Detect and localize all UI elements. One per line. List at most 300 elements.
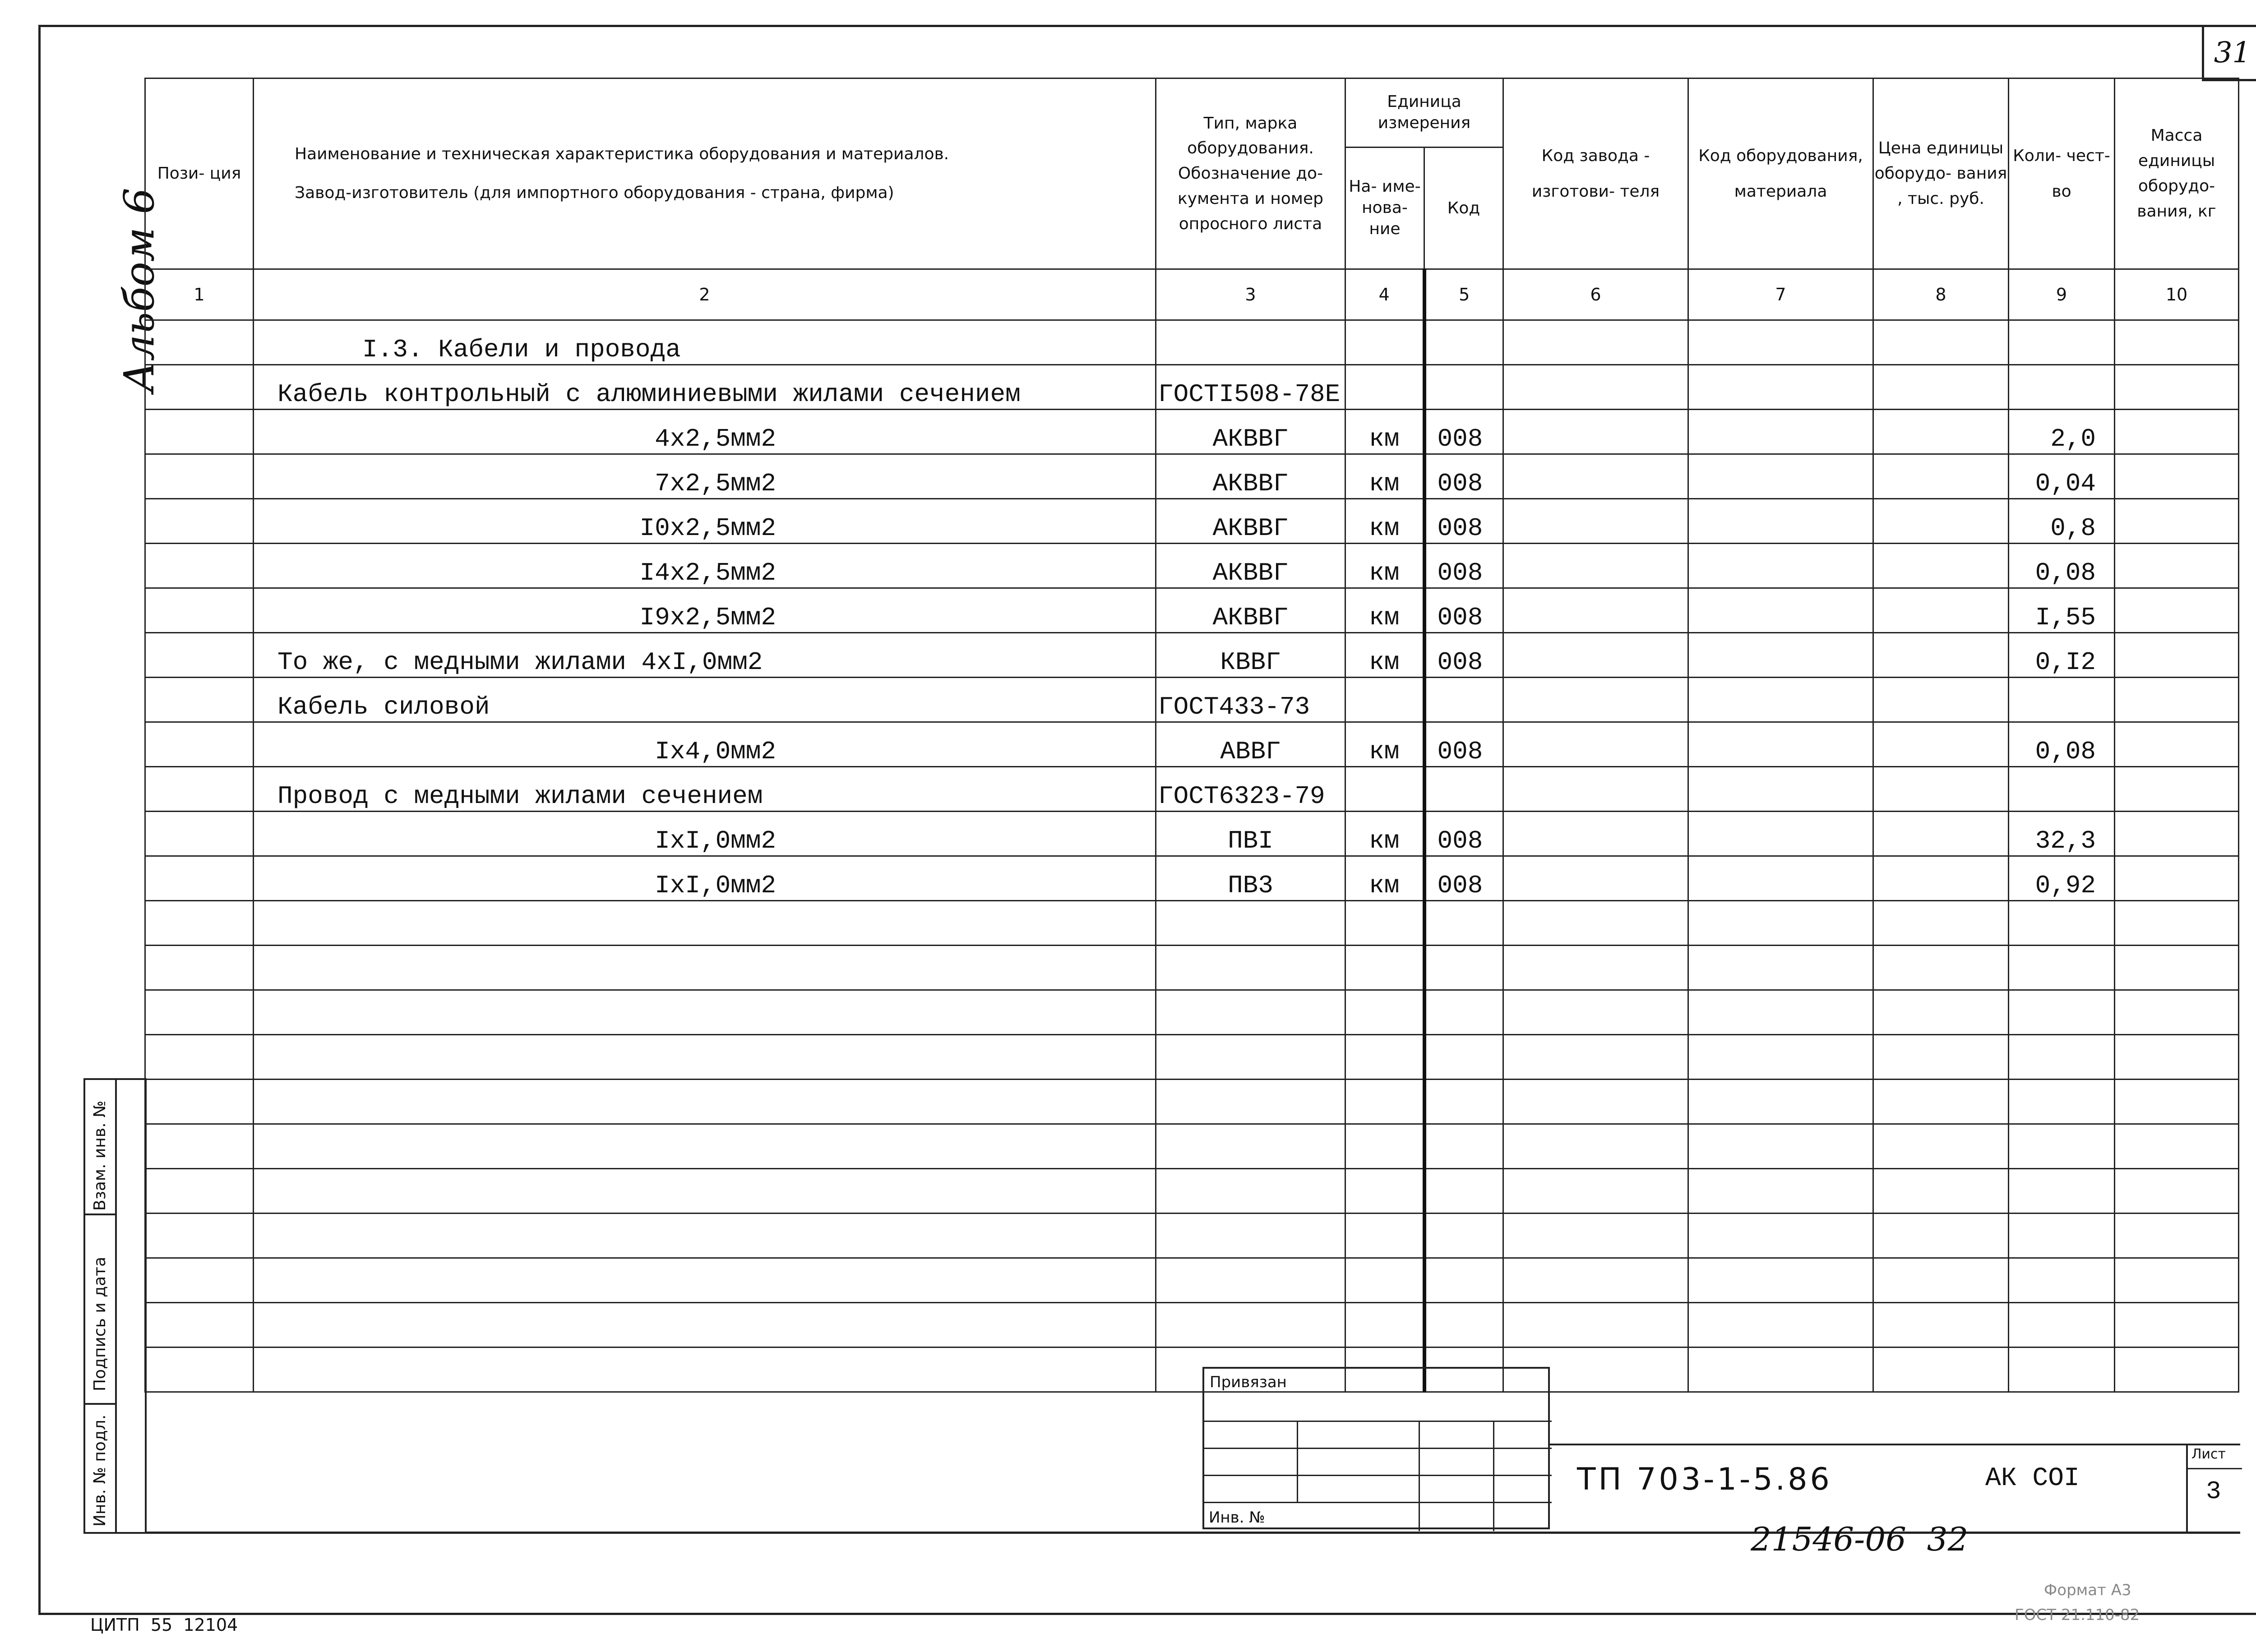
cell-empty <box>2115 1169 2239 1214</box>
stamp-line <box>1297 1421 1298 1502</box>
gost-note: ГОСТ 21.110-82 <box>2015 1606 2140 1624</box>
col-header-unit-code: Код <box>1424 148 1503 269</box>
cell-plant-code <box>1503 499 1688 544</box>
stamp-line <box>1493 1421 1494 1531</box>
cell-empty <box>145 901 254 946</box>
cell-empty <box>1503 1169 1688 1214</box>
cell-equipment-code <box>1688 544 1873 588</box>
table-row <box>145 588 2239 633</box>
cell-mass <box>2115 633 2239 678</box>
cell-mass <box>2115 365 2239 410</box>
cell-empty <box>1156 1169 1345 1214</box>
column-number: 2 <box>254 269 1156 320</box>
cell-empty <box>1424 901 1503 946</box>
cell-equipment-code <box>1688 499 1873 544</box>
cell-empty <box>2115 1258 2239 1303</box>
cell-plant-code <box>1503 856 1688 901</box>
cell-name: I.3. Кабели и провода <box>254 320 1156 365</box>
cell-empty <box>2009 1347 2115 1392</box>
cell-unit-name: км <box>1345 812 1424 856</box>
cell-empty <box>1345 1214 1424 1258</box>
cell-empty <box>2009 1258 2115 1303</box>
table-row <box>145 454 2239 499</box>
cell-empty <box>1156 1214 1345 1258</box>
table-row <box>145 812 2239 856</box>
cell-unit-code: 008 <box>1424 722 1503 767</box>
side-label-inv-podl: Инв. № подл. <box>91 1414 109 1527</box>
cell-empty <box>2115 1080 2239 1124</box>
cell-empty <box>1156 1258 1345 1303</box>
cell-unit-name <box>1345 365 1424 410</box>
cell-empty <box>254 1258 1156 1303</box>
cell-quantity: 0,8 <box>2009 499 2115 544</box>
document-designation: ТП 703-1-5.86 <box>1577 1462 1832 1497</box>
cell-unit-code <box>1424 320 1503 365</box>
cell-type <box>1156 320 1345 365</box>
cell-name: I9х2,5мм2 <box>254 588 1156 633</box>
col-header-mass: Масса единицы оборудо- вания, кг <box>2115 78 2239 269</box>
cell-mass <box>2115 588 2239 633</box>
title-sheet-value: 3 <box>2206 1477 2221 1506</box>
cell-position <box>145 588 254 633</box>
cell-name: Кабель силовой <box>254 678 1156 722</box>
cell-empty <box>145 1303 254 1347</box>
cell-empty <box>1156 1124 1345 1169</box>
cell-position <box>145 722 254 767</box>
cell-type: АКВВГ <box>1156 454 1345 499</box>
cell-empty <box>1503 1124 1688 1169</box>
cell-empty <box>145 990 254 1035</box>
cell-quantity <box>2009 320 2115 365</box>
cell-plant-code <box>1503 365 1688 410</box>
cell-equipment-code <box>1688 633 1873 678</box>
cell-empty <box>1688 1169 1873 1214</box>
col-header-position: Пози- ция <box>145 78 254 269</box>
cell-unit-name: км <box>1345 722 1424 767</box>
cell-unit-code <box>1424 678 1503 722</box>
cell-empty <box>1345 1169 1424 1214</box>
cell-name: То же, с медными жилами 4хI,0мм2 <box>254 633 1156 678</box>
table-row-empty <box>145 1035 2239 1080</box>
cell-unit-code <box>1424 767 1503 812</box>
cell-empty <box>145 1035 254 1080</box>
cell-empty <box>2009 1214 2115 1258</box>
cell-unit-code: 008 <box>1424 812 1503 856</box>
cell-empty <box>2009 901 2115 946</box>
cell-unit-code: 008 <box>1424 588 1503 633</box>
column-number: 9 <box>2009 269 2115 320</box>
cell-unit-name: км <box>1345 410 1424 454</box>
cell-empty <box>1156 1035 1345 1080</box>
cell-empty <box>2009 1303 2115 1347</box>
cell-plant-code <box>1503 678 1688 722</box>
table-row <box>145 544 2239 588</box>
cell-equipment-code <box>1688 320 1873 365</box>
table-row-empty <box>145 1169 2239 1214</box>
cell-empty <box>1156 990 1345 1035</box>
cell-type: АВВГ <box>1156 722 1345 767</box>
stamp-line <box>1204 1421 1552 1422</box>
col-header-name-line2: Завод-изготовитель (для импортного оборудования - страна, фирма) <box>295 184 894 202</box>
cell-empty <box>2009 946 2115 990</box>
cell-plant-code <box>1503 320 1688 365</box>
cell-unit-name <box>1345 320 1424 365</box>
cell-empty <box>2115 1214 2239 1258</box>
side-label-sign-date: Подпись и дата <box>91 1256 109 1391</box>
table-row <box>145 678 2239 722</box>
table-row <box>145 499 2239 544</box>
table-row <box>145 722 2239 767</box>
cell-type: АКВВГ <box>1156 499 1345 544</box>
cell-empty <box>1503 1035 1688 1080</box>
document-code: АК СОI <box>1985 1464 2080 1493</box>
cell-quantity <box>2009 678 2115 722</box>
cell-empty <box>1503 990 1688 1035</box>
cell-empty <box>1873 1169 2009 1214</box>
cell-empty <box>1873 1080 2009 1124</box>
col-header-unit-group: Единица измерения <box>1345 78 1503 148</box>
cell-empty <box>1688 990 1873 1035</box>
cell-unit-code: 008 <box>1424 410 1503 454</box>
cell-mass <box>2115 856 2239 901</box>
column-number: 8 <box>1873 269 2009 320</box>
table-row <box>145 410 2239 454</box>
cell-empty <box>1503 1214 1688 1258</box>
cell-empty <box>2009 1035 2115 1080</box>
cell-empty <box>1688 1214 1873 1258</box>
cell-quantity: 2,0 <box>2009 410 2115 454</box>
cell-position <box>145 856 254 901</box>
cell-empty <box>1345 1080 1424 1124</box>
cell-name: 4х2,5мм2 <box>254 410 1156 454</box>
column-number: 5 <box>1424 269 1503 320</box>
cell-empty <box>1424 1080 1503 1124</box>
table-row-empty <box>145 901 2239 946</box>
cell-name: Кабель контрольный с алюминиевыми жилами сечением <box>254 365 1156 410</box>
cell-name: IхI,0мм2 <box>254 856 1156 901</box>
cell-unit-name: км <box>1345 454 1424 499</box>
cell-mass <box>2115 812 2239 856</box>
cell-quantity: 0,92 <box>2009 856 2115 901</box>
table-row <box>145 320 2239 365</box>
cell-empty <box>2115 1303 2239 1347</box>
cell-empty <box>1688 1303 1873 1347</box>
cell-empty <box>1424 1169 1503 1214</box>
cell-empty <box>1503 1303 1688 1347</box>
cell-empty <box>254 901 1156 946</box>
cell-empty <box>1345 901 1424 946</box>
cell-unit-name <box>1345 767 1424 812</box>
cell-price <box>1873 678 2009 722</box>
cell-empty <box>2115 1124 2239 1169</box>
cell-quantity: I,55 <box>2009 588 2115 633</box>
cell-price <box>1873 544 2009 588</box>
table-row <box>145 767 2239 812</box>
cell-mass <box>2115 544 2239 588</box>
side-signature-strip <box>83 1078 147 1534</box>
cell-position <box>145 544 254 588</box>
col-header-plant-code: Код завода - изготови- теля <box>1503 78 1688 269</box>
cell-position <box>145 499 254 544</box>
cell-equipment-code <box>1688 767 1873 812</box>
cell-type: ГОСТ433-73 <box>1156 678 1345 722</box>
cell-empty <box>145 1080 254 1124</box>
cell-price <box>1873 320 2009 365</box>
cell-type: АКВВГ <box>1156 544 1345 588</box>
cell-empty <box>2115 1035 2239 1080</box>
table-row-empty <box>145 1258 2239 1303</box>
cell-plant-code <box>1503 812 1688 856</box>
cell-name: IхI,0мм2 <box>254 812 1156 856</box>
cell-quantity <box>2009 365 2115 410</box>
cell-empty <box>1345 946 1424 990</box>
cell-empty <box>1873 1303 2009 1347</box>
cell-empty <box>1345 990 1424 1035</box>
header-row <box>145 78 2239 148</box>
cell-type: ПВ3 <box>1156 856 1345 901</box>
cell-equipment-code <box>1688 454 1873 499</box>
column-number: 1 <box>145 269 254 320</box>
album-label: Альбом 6 <box>115 188 163 392</box>
cell-empty <box>1688 1124 1873 1169</box>
cell-empty <box>1873 1214 2009 1258</box>
cell-mass <box>2115 767 2239 812</box>
cell-plant-code <box>1503 722 1688 767</box>
cell-name: Iх4,0мм2 <box>254 722 1156 767</box>
cell-type: КВВГ <box>1156 633 1345 678</box>
cell-empty <box>1503 1080 1688 1124</box>
cell-position <box>145 812 254 856</box>
cell-empty <box>1345 1035 1424 1080</box>
cell-empty <box>1345 1124 1424 1169</box>
cell-empty <box>1424 1124 1503 1169</box>
cell-empty <box>254 1169 1156 1214</box>
cell-unit-code: 008 <box>1424 499 1503 544</box>
cell-empty <box>1156 1080 1345 1124</box>
title-sheet-cell <box>2186 1445 2240 1533</box>
stamp-line <box>1204 1448 1552 1449</box>
col-header-price: Цена единицы оборудо- вания , тыс. руб. <box>1873 78 2009 269</box>
cell-equipment-code <box>1688 856 1873 901</box>
cell-mass <box>2115 678 2239 722</box>
cell-type: ПВI <box>1156 812 1345 856</box>
cell-unit-name <box>1345 678 1424 722</box>
cell-empty <box>1424 1214 1503 1258</box>
cell-empty <box>254 990 1156 1035</box>
cell-price <box>1873 499 2009 544</box>
cell-plant-code <box>1503 410 1688 454</box>
cell-unit-code: 008 <box>1424 856 1503 901</box>
cell-price <box>1873 454 2009 499</box>
table-row-empty <box>145 1214 2239 1258</box>
cell-position <box>145 678 254 722</box>
cell-name: I0х2,5мм2 <box>254 499 1156 544</box>
cell-empty <box>1688 1080 1873 1124</box>
col-header-equipment-code: Код оборудования, материала <box>1688 78 1873 269</box>
cell-empty <box>254 1214 1156 1258</box>
cell-empty <box>1503 946 1688 990</box>
cell-empty <box>1873 946 2009 990</box>
cell-empty <box>2115 990 2239 1035</box>
cell-mass <box>2115 722 2239 767</box>
cell-position <box>145 320 254 365</box>
cell-quantity <box>2009 767 2115 812</box>
cell-empty <box>145 946 254 990</box>
cell-empty <box>1873 1258 2009 1303</box>
cell-empty <box>1424 990 1503 1035</box>
cell-equipment-code <box>1688 678 1873 722</box>
stamp-line <box>1204 1502 1552 1503</box>
cell-empty <box>2009 1169 2115 1214</box>
column-number: 7 <box>1688 269 1873 320</box>
cell-empty <box>1688 1347 1873 1392</box>
cell-empty <box>145 1169 254 1214</box>
cell-quantity: 0,04 <box>2009 454 2115 499</box>
stamp-line <box>1419 1421 1420 1531</box>
cell-empty <box>1873 1124 2009 1169</box>
cell-empty <box>2115 946 2239 990</box>
cell-unit-name: км <box>1345 633 1424 678</box>
binding-stamp <box>1202 1367 1550 1529</box>
cell-empty <box>1688 1035 1873 1080</box>
col-header-name-line1: Наименование и техническая характеристика оборудования и материалов. <box>295 144 949 163</box>
cell-type: АКВВГ <box>1156 410 1345 454</box>
cell-empty <box>1424 1258 1503 1303</box>
cell-price <box>1873 767 2009 812</box>
table-row <box>145 633 2239 678</box>
cell-empty <box>1424 1035 1503 1080</box>
cell-name: I4х2,5мм2 <box>254 544 1156 588</box>
cell-empty <box>2115 901 2239 946</box>
col-header-unit-name: На- име- нова- ние <box>1345 148 1424 269</box>
cell-empty <box>1424 1303 1503 1347</box>
title-sheet-divider <box>2188 1468 2242 1469</box>
cell-empty <box>1156 901 1345 946</box>
cell-empty <box>1424 946 1503 990</box>
table-row-empty <box>145 946 2239 990</box>
table-row-empty <box>145 1303 2239 1347</box>
side-label-swap-inv: Взам. инв. № <box>91 1100 109 1211</box>
cell-plant-code <box>1503 588 1688 633</box>
cell-empty <box>145 1124 254 1169</box>
cell-empty <box>1873 990 2009 1035</box>
stamp-bound-label: Привязан <box>1210 1373 1287 1391</box>
cell-unit-code: 008 <box>1424 633 1503 678</box>
col-header-quantity: Коли- чест- во <box>2009 78 2115 269</box>
cell-empty <box>254 1035 1156 1080</box>
cell-empty <box>254 1124 1156 1169</box>
cell-mass <box>2115 410 2239 454</box>
stamp-inv-label: Инв. № <box>1209 1509 1265 1527</box>
cell-position <box>145 410 254 454</box>
stamp-line <box>1204 1475 1552 1476</box>
cell-empty <box>1503 901 1688 946</box>
cell-unit-code <box>1424 365 1503 410</box>
cell-empty <box>1345 1258 1424 1303</box>
cell-quantity: 32,3 <box>2009 812 2115 856</box>
column-number: 3 <box>1156 269 1345 320</box>
table-row-empty <box>145 990 2239 1035</box>
cell-mass <box>2115 320 2239 365</box>
cell-type: ГОСТI508-78Е <box>1156 365 1345 410</box>
table-row-empty <box>145 1124 2239 1169</box>
cell-equipment-code <box>1688 410 1873 454</box>
cell-unit-code: 008 <box>1424 544 1503 588</box>
cell-empty <box>1688 1258 1873 1303</box>
cell-empty <box>145 1214 254 1258</box>
cell-price <box>1873 410 2009 454</box>
cell-equipment-code <box>1688 812 1873 856</box>
footer-left-code: ЦИТП 55 12104 <box>90 1615 238 1635</box>
cell-empty <box>2009 1080 2115 1124</box>
cell-unit-name: км <box>1345 588 1424 633</box>
cell-position <box>145 767 254 812</box>
sheet-number: 31 <box>2202 27 2256 81</box>
cell-empty <box>2009 1124 2115 1169</box>
cell-plant-code <box>1503 767 1688 812</box>
specification-body <box>145 320 2239 1392</box>
cell-empty <box>254 1347 1156 1392</box>
cell-empty <box>254 1303 1156 1347</box>
cell-unit-code: 008 <box>1424 454 1503 499</box>
cell-position <box>145 633 254 678</box>
cell-empty <box>1873 1035 2009 1080</box>
cell-empty <box>1345 1303 1424 1347</box>
cell-quantity: 0,08 <box>2009 722 2115 767</box>
cell-position <box>145 365 254 410</box>
cell-empty <box>2009 990 2115 1035</box>
side-strip-divider <box>115 1080 117 1532</box>
cell-empty <box>1873 901 2009 946</box>
cell-price <box>1873 812 2009 856</box>
column-number: 10 <box>2115 269 2239 320</box>
cell-quantity: 0,I2 <box>2009 633 2115 678</box>
column-number: 6 <box>1503 269 1688 320</box>
cell-equipment-code <box>1688 722 1873 767</box>
title-sheet-label: Лист <box>2191 1446 2226 1462</box>
cell-empty <box>1688 946 1873 990</box>
handwritten-number: 21546-06 32 <box>1751 1520 1969 1558</box>
cell-unit-name: км <box>1345 544 1424 588</box>
cell-empty <box>1688 901 1873 946</box>
cell-empty <box>254 1080 1156 1124</box>
cell-position <box>145 454 254 499</box>
cell-price <box>1873 365 2009 410</box>
column-number: 4 <box>1345 269 1424 320</box>
cell-mass <box>2115 454 2239 499</box>
cell-equipment-code <box>1688 365 1873 410</box>
cell-empty <box>254 946 1156 990</box>
cell-name: 7х2,5мм2 <box>254 454 1156 499</box>
cell-equipment-code <box>1688 588 1873 633</box>
cell-quantity: 0,08 <box>2009 544 2115 588</box>
cell-type: ГОСТ6323-79 <box>1156 767 1345 812</box>
cell-price <box>1873 633 2009 678</box>
col-header-type: Тип, марка оборудования. Обозначение до- кумента и номер опросного листа <box>1156 78 1345 269</box>
cell-price <box>1873 856 2009 901</box>
table-row-empty <box>145 1347 2239 1392</box>
specification-table <box>144 78 2239 1393</box>
cell-unit-name: км <box>1345 856 1424 901</box>
cell-empty <box>2115 1347 2239 1392</box>
cell-price <box>1873 588 2009 633</box>
cell-empty <box>1873 1347 2009 1392</box>
cell-unit-name: км <box>1345 499 1424 544</box>
cell-empty <box>1156 946 1345 990</box>
cell-plant-code <box>1503 633 1688 678</box>
cell-name: Провод с медными жилами сечением <box>254 767 1156 812</box>
table-row <box>145 365 2239 410</box>
